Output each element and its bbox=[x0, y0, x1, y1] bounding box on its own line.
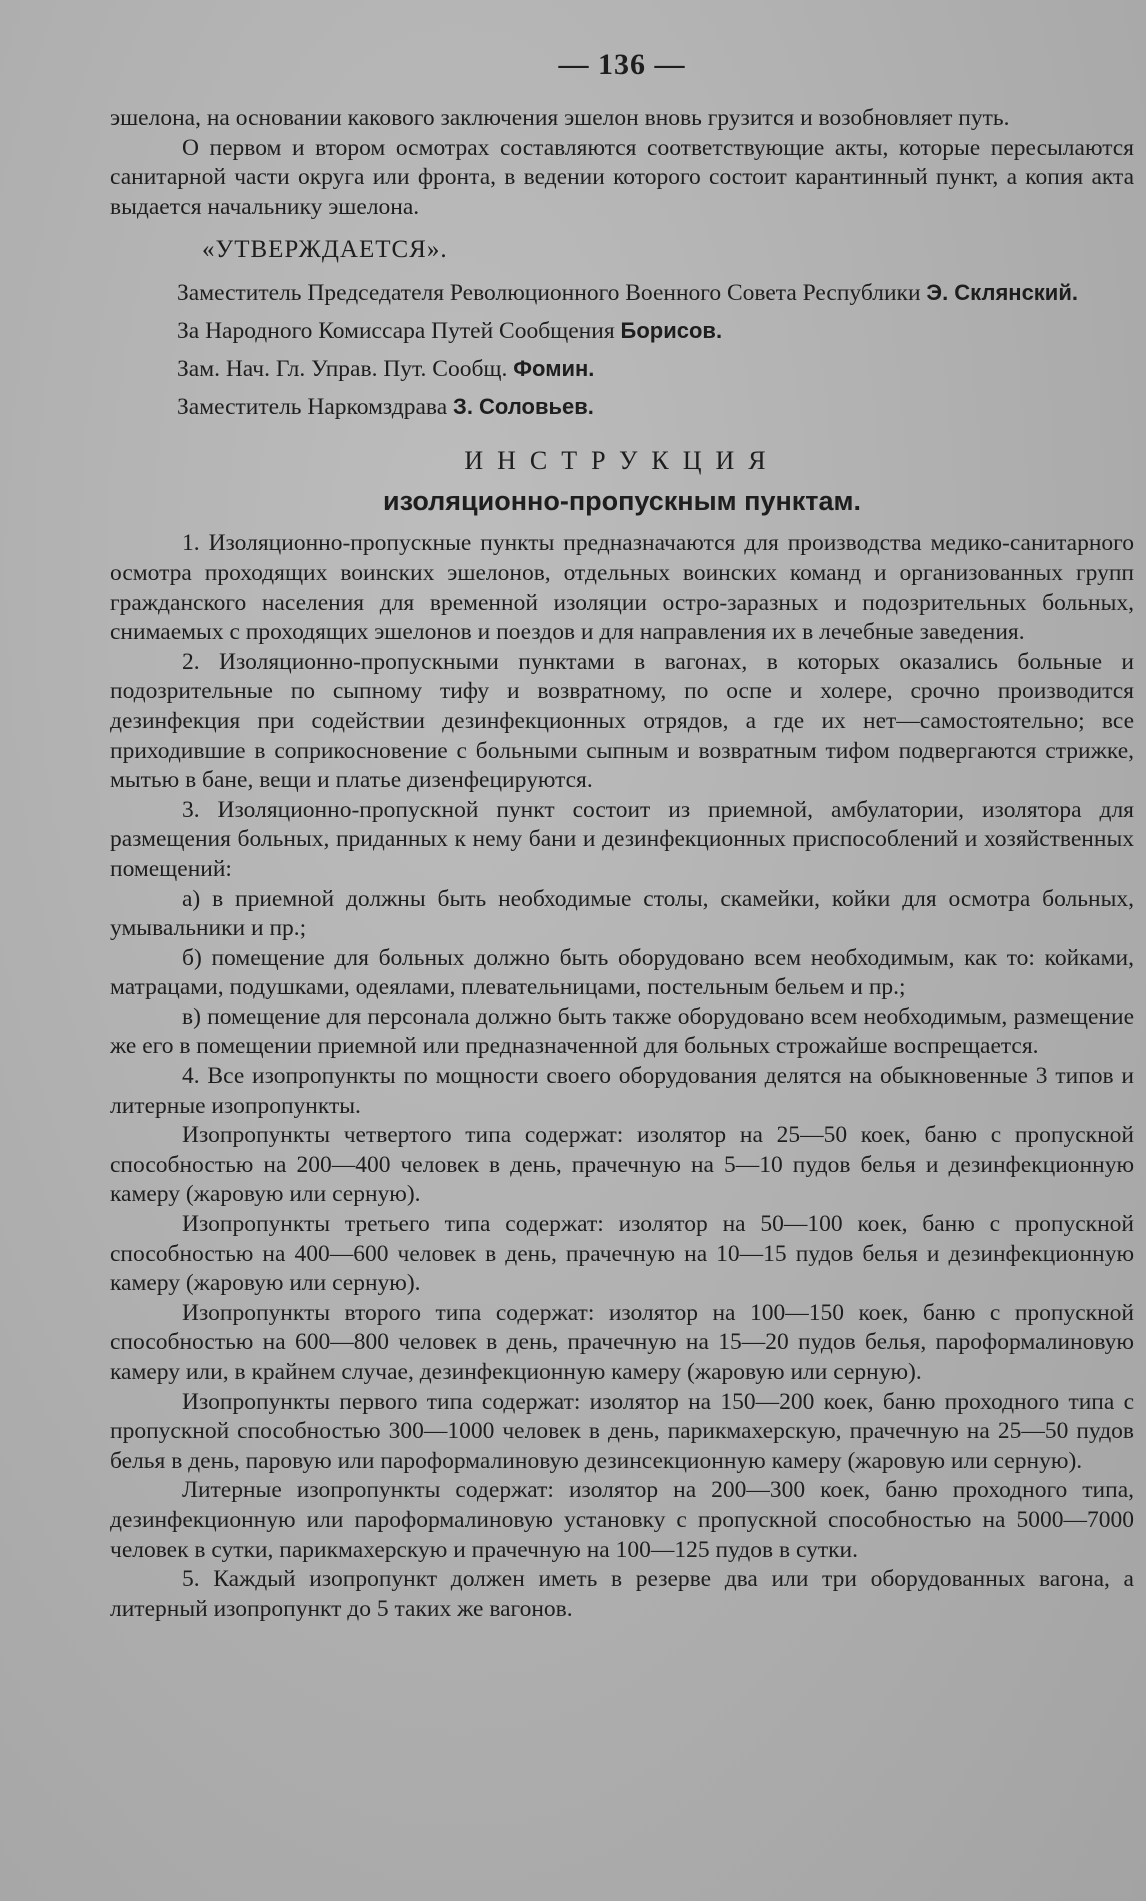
approved-heading: «УТВЕРЖДАЕТСЯ». bbox=[202, 236, 448, 264]
instruction-title: ИНСТРУКЦИЯ bbox=[464, 446, 780, 476]
section-paragraph: 4. Все изопропункты по мощности своего оборудования делятся на обыкновенные 3 типов и литерные изопропункты. bbox=[110, 1063, 1134, 1119]
signatory-line bbox=[177, 274, 1134, 312]
type-paragraph: Изопропункты второго типа содержат: изолятор на 100—150 коек, баню с пропускной способностью на 600—800 человек в день, прачечную на 15—20 пудов белья, пароформалиновую камеру или, в крайнем случае, дезинфекционную камеру (жаровую или серную). bbox=[110, 1299, 1134, 1385]
signatory-title: Заместитель Наркомздрава bbox=[177, 394, 448, 421]
signatory-title: Зам. Нач. Гл. Управ. Пут. Сообщ. bbox=[177, 356, 508, 383]
section-paragraph: 2. Изоляционно-пропускными пунктами в вагонах, в которых оказались больные и подозрительные по сыпному тифу и возвратному, по оспе и холере, срочно производится дезинфекция при содействии дезинфекционных отрядов, а где их нет—самостоятельно; все приходившие в соприкосновение с больными сыпным и возвратным тифом подвергаются стрижке, мытью в бане, вещи и платье дизенфецируются. bbox=[110, 648, 1134, 794]
type-paragraph: Изопропункты третьего типа содержат: изолятор на 50—100 коек, баню с пропускной способностью на 400—600 человек в день, прачечную на 10—15 пудов белья и дезинфекционную камеру (жаровую или серную). bbox=[110, 1211, 1134, 1297]
intro-paragraph-1: эшелона, на основании какового заключения эшелон вновь грузится и возобновляет путь. bbox=[110, 105, 1010, 131]
section-paragraph: 1. Изоляционно-пропускные пункты предназначаются для производства медико-санитарного осмотра проходящих воинских эшелонов, отдельных воинских команд и организованных групп гражданского населения для временной изоляции остро-заразных и подозрительных больных, снимаемых с проходящих эшелонов и поездов и для направления их в лечебные заведения. bbox=[110, 530, 1134, 646]
instruction-subtitle: изоляционно-пропускным пунктам. bbox=[382, 486, 862, 517]
page-number: — 136 — bbox=[558, 48, 686, 81]
subsection-paragraph: в) помещение для персонала должно быть также оборудовано всем необходимым, размещение же его в помещении приемной или предназначенной для больных строжайше воспрещается. bbox=[110, 1003, 1134, 1060]
signatory-line bbox=[177, 350, 1134, 388]
subsection-paragraph: б) помещение для больных должно быть оборудовано всем необходимым, как то: койками, матрацами, подушками, одеялами, плевательницами, постельным бельем и пр.; bbox=[110, 944, 1134, 1001]
signatory-line bbox=[177, 388, 1134, 426]
section-paragraph: 3. Изоляционно-пропускной пункт состоит из приемной, амбулатории, изолятора для размещения больных, приданных к нему бани и дезинфекционных приспособлений и хозяйственных помещений: bbox=[110, 796, 1134, 882]
type-paragraph: Литерные изопропункты содержат: изолятор на 200—300 коек, баню проходного типа, дезинфекционную или пароформалиновую установку с пропускной способностью на 5000—7000 человек в сутки, парикмахерскую и прачечную на 100—125 пудов в сутки. bbox=[110, 1477, 1134, 1563]
subsection-paragraph: а) в приемной должны быть необходимые столы, скамейки, койки для осмотра больных, умывальники и пр.; bbox=[110, 885, 1134, 942]
signatory-title: Заместитель Председателя Революционного Военного Совета Республики bbox=[177, 280, 921, 307]
type-paragraph: Изопропункты четвертого типа содержат: изолятор на 25—50 коек, баню с пропускной способностью на 200—400 человек в день, прачечную на 5—10 пудов белья и дезинфекционную камеру (жаровую или серную). bbox=[110, 1122, 1134, 1208]
intro-paragraph-2: О первом и втором осмотрах составляются соответствующие акты, которые пересылаются санитарной части округа или фронта, в ведении которого состоит карантинный пункт, а копия акта выдается начальнику эшелона. bbox=[110, 134, 1134, 220]
signatory-line bbox=[177, 312, 1134, 350]
signatory-name: Фомин. bbox=[513, 356, 595, 382]
type-paragraph: Изопропункты первого типа содержат: изолятор на 150—200 коек, баню проходного типа с пропускной способностью 300—1000 человек в день, парикмахерскую, прачечную на 25—50 пудов белья в день, паровую или пароформалиновую дезинсекционную камеру (жаровую или серную). bbox=[110, 1388, 1134, 1474]
section-paragraph: 5. Каждый изопропункт должен иметь в резерве два или три оборудованных вагона, а литерный изопропункт до 5 таких же вагонов. bbox=[110, 1566, 1134, 1622]
signatory-title: За Народного Комиссара Путей Сообщения bbox=[177, 318, 615, 345]
signatory-name: З. Соловьев. bbox=[453, 394, 594, 420]
signatory-name: Э. Склянский. bbox=[926, 280, 1078, 306]
signatory-name: Борисов. bbox=[620, 318, 723, 344]
